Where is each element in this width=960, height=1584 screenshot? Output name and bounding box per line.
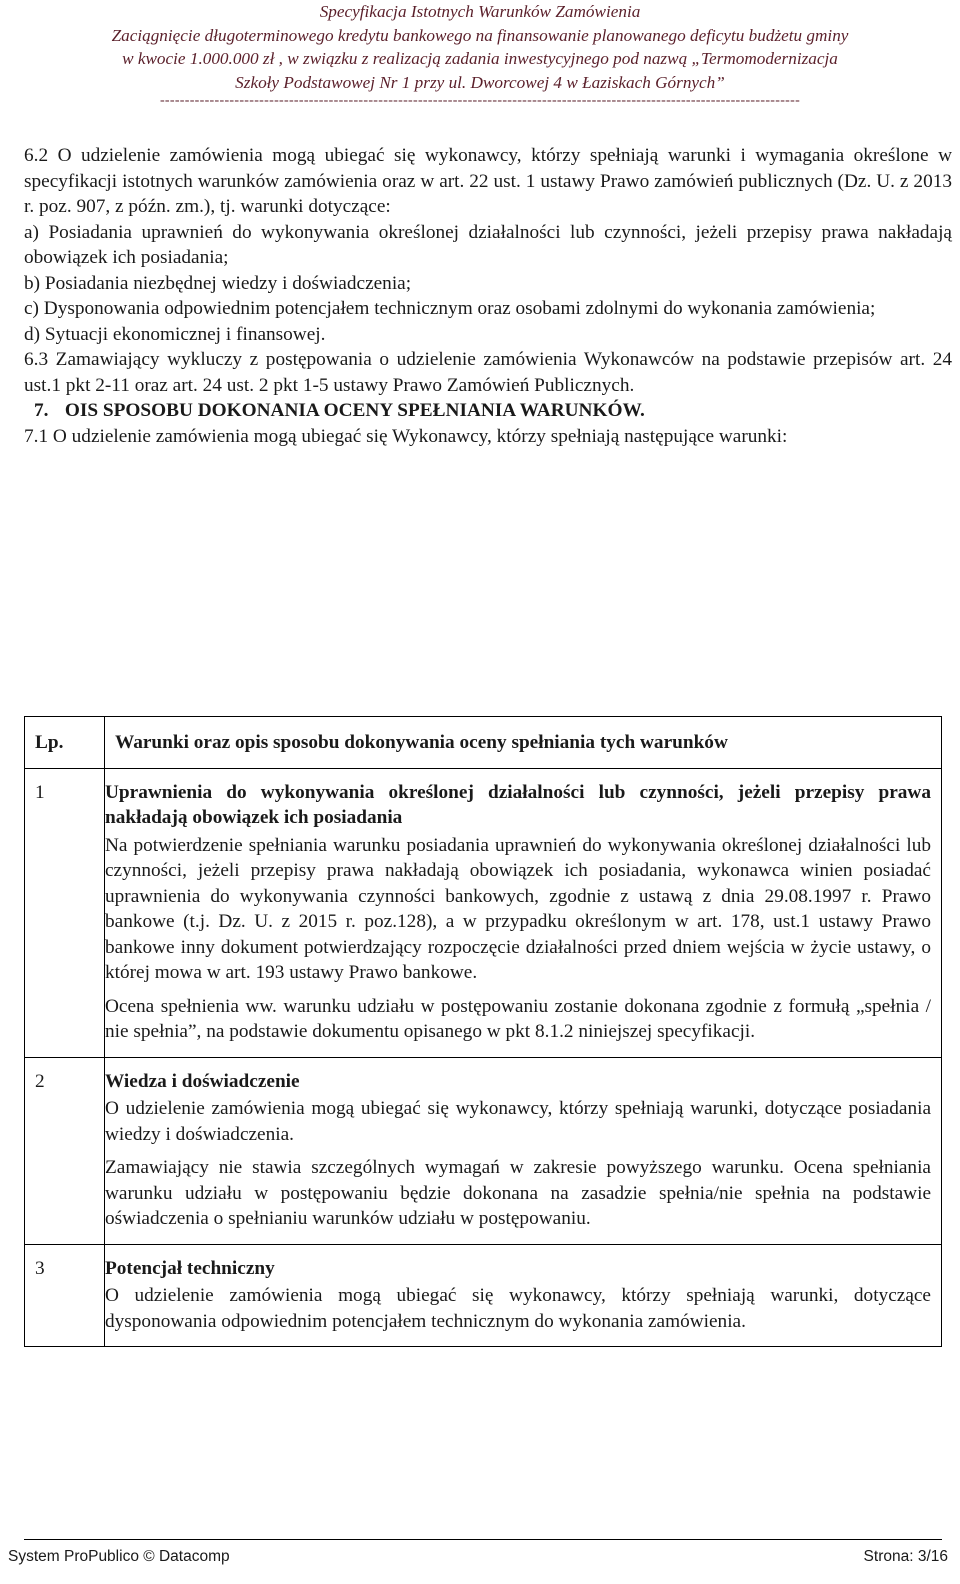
row-paragraph: Na potwierdzenie spełniania warunku posiadania uprawnień do wykonywania określonej działalności lub czynności, jeżeli przepisy prawa nakładają obowiązek ich posiadania, wykonawca winien posiadać uprawnienia do wykonywania czynności bankowych, zgodnie z ustawą z dnia 29.08.1997 r. Prawo bankowe (t.j. Dz. U. z 2015 r. poz.128), a w przypadku określonym w art. 178, ust.1 ustawy Prawo bankowe inny dokument potwierdzający rozpoczęcie działalności przed dniem wejścia w życie ustawy, o której mowa w art. 193 ustawy Prawo bankowe. xyxy=(105,834,931,983)
paragraph-6-2: 6.2 O udzielenie zamówienia mogą ubiegać się wykonawcy, którzy spełniają warunki i wymagania określone w specyfikacji istotnych warunków zamówienia oraz w art. 22 ust. 1 ustawy Prawo zamówień publicznych (Dz. U. z 2013 r. poz. 907, z późn. zm.), tj. warunki dotyczące: xyxy=(24,145,952,217)
section-7-title: OIS SPOSOBU DOKONANIA OCENY SPEŁNIANIA WARUNKÓW. xyxy=(64,400,645,421)
paragraph-7-1: 7.1 O udzielenie zamówienia mogą ubiegać się Wykonawcy, którzy spełniają następujące warunki: xyxy=(24,425,788,447)
list-item-a: a) Posiadania uprawnień do wykonywania określonej działalności lub czynności, jeżeli przepisy prawa nakładają obowiązek ich posiadania; xyxy=(24,221,952,268)
row-number: 2 xyxy=(25,1057,105,1244)
table-row xyxy=(25,1244,942,1347)
row-paragraph: Ocena spełnienia ww. warunku udziału w postępowaniu zostanie dokonana zgodnie z formułą „spełnia / nie spełnia”, na podstawie dokumentu opisanego w pkt 8.1.2 niniejszej specyfikacji. xyxy=(105,995,931,1042)
document-header xyxy=(0,0,960,110)
row-paragraph: Zamawiający nie stawia szczególnych wymagań w zakresie powyższego warunku. Ocena spełniania warunku udziału w postępowaniu będzie dokonana na zasadzie spełnia/nie spełnia na podstawie oświadczenia o spełnianiu warunków udziału w postępowaniu. xyxy=(105,1157,931,1229)
list-item-b: b) Posiadania niezbędnej wiedzy i doświadczenia; xyxy=(24,272,412,294)
row-paragraph: O udzielenie zamówienia mogą ubiegać się wykonawcy, którzy spełniają warunki, dotyczące dysponowania odpowiednim potencjałem technicznym do wykonania zamówienia. xyxy=(105,1285,931,1332)
row-number: 1 xyxy=(25,768,105,1057)
footer-system-label: System ProPublico © Datacomp xyxy=(8,1548,230,1565)
row-body xyxy=(105,1057,942,1244)
row-number: 3 xyxy=(25,1244,105,1347)
table-row xyxy=(25,1057,942,1244)
header-lp: Lp. xyxy=(25,717,105,769)
section-7-heading xyxy=(24,398,952,424)
row-title: Uprawnienia do wykonywania określonej działalności lub czynności, jeżeli przepisy prawa nakładają obowiązek ich posiadania xyxy=(105,781,931,828)
table-header-row xyxy=(25,717,942,769)
requirements-table xyxy=(24,716,942,1347)
header-conditions: Warunki oraz opis sposobu dokonywania oceny spełniania tych warunków xyxy=(105,717,942,769)
row-title: Wiedza i doświadczenie xyxy=(105,1070,300,1092)
header-line-3: w kwocie 1.000.000 zł , w związku z realizacją zadania inwestycyjnego pod nazwą „Termomodernizacja xyxy=(122,49,838,68)
row-title: Potencjał techniczny xyxy=(105,1257,275,1279)
header-line-1: Specyfikacja Istotnych Warunków Zamówienia xyxy=(319,2,641,21)
header-separator: --------------------------------------------------------------------------------------------------------------------------------- xyxy=(159,93,801,108)
section-7-number: 7. xyxy=(34,400,49,421)
footer-divider xyxy=(24,1539,942,1540)
table-row xyxy=(25,768,942,1057)
paragraph-6-3: 6.3 Zamawiający wykluczy z postępowania o udzielenie zamówienia Wykonawców na podstawie przepisów art. 24 ust.1 pkt 2-11 oraz art. 24 ust. 2 pkt 1-5 ustawy Prawo Zamówień Publicznych. xyxy=(24,349,952,396)
header-line-4: Szkoły Podstawowej Nr 1 przy ul. Dworcowej 4 w Łaziskach Górnych” xyxy=(235,72,725,92)
header-line-2: Zaciągnięcie długoterminowego kredytu bankowego na finansowanie planowanego deficytu budżetu gminy xyxy=(111,25,849,45)
list-item-c: c) Dysponowania odpowiednim potencjałem technicznym oraz osobami zdolnymi do wykonania zamówienia; xyxy=(24,298,876,319)
document-body xyxy=(24,143,952,449)
list-item-d: d) Sytuacji ekonomicznej i finansowej. xyxy=(24,323,326,345)
footer-page-number: Strona: 3/16 xyxy=(863,1548,948,1565)
row-body xyxy=(105,1244,942,1347)
row-paragraph: O udzielenie zamówienia mogą ubiegać się wykonawcy, którzy spełniają warunki, dotyczące posiadania wiedzy i doświadczenia. xyxy=(105,1098,931,1145)
row-body xyxy=(105,768,942,1057)
